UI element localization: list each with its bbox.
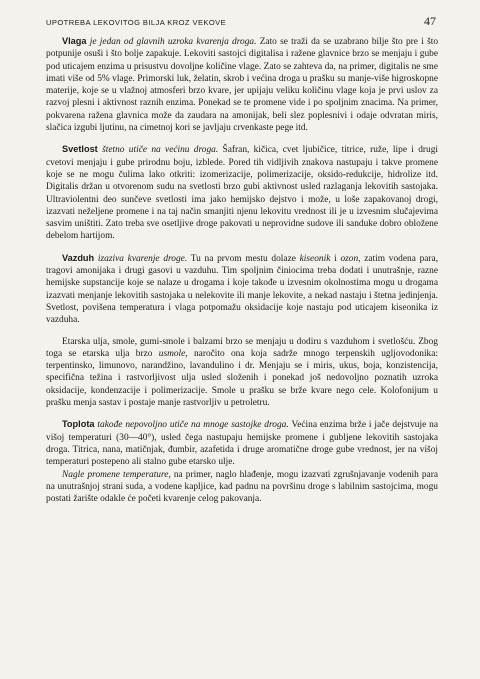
paragraph-etarska-ulja — [46, 336, 438, 410]
running-head — [46, 14, 438, 29]
paragraph-svetlost — [46, 143, 438, 242]
term-ozon: ozon, — [340, 253, 361, 264]
paragraph-text: zatim vodena para, tragovi amonijaka i drugi gasovi u vazduhu. Tim spoljnim činiocima treba dodati i unutrašnje, razne hemijske supstancije koje se nalaze u drogama i koje takođe u izvesnim okolnostima mogu u drogama izazvati menjanje lekovitih sastojaka u nelekovite ili manje lekovite, a nekad nastaju i štetna jedinjenja. Svetlost, povišena temperatura i vlaga potpomažu oksidacije koje nastaju pod uticajem kiseonika iz vazduha. — [46, 253, 439, 326]
section-subtitle-vlaga: je jedan od glavnih uzroka kvarenja droga. — [89, 37, 257, 47]
section-lead-vazduh: Vazduh — [62, 252, 95, 263]
paragraph-toplota — [46, 418, 438, 468]
paragraph-nagle-promene — [46, 469, 438, 506]
term-kiseonik: kiseonik — [299, 253, 331, 264]
paragraph-vlaga — [46, 35, 438, 134]
section-subtitle-nagle-promene: Nagle promene temperature, — [62, 469, 171, 480]
paragraph-text: i — [334, 253, 337, 264]
paragraph-text: Tu na prvom mestu dolaze — [190, 253, 296, 264]
paragraph-text: Šafran, kičica, cvet ljubičice, titrice, ruže, lipe i drugi cvetovi menjaju i gube prirodnu boju, izblede. Pored tih vidljivih znakova nastupaju i takve promene koje se ne mogu čulima lako otkriti: izomerizacije, polimerizacije, oksido-redukcije, hidrolize itd. Digitalis držan u otvorenom sudu na svetlosti brzo gubi aktivnost usled razlaganja lekovitih sastojaka. Ultraviolentni deo sunčeve svetlosti ima jako hemijsko dejstvo i može, u loše zapakovanoj drogi, izazvati neželjene promene i na taj način smanjiti njenu lekovitu vrednost ili je u izvesnim slučajevima sasvim uništiti. Zato treba sve osetljive droge pakovati u neprovidne sudove ili sanduke dobro obložene debelom hartijom. — [46, 145, 439, 242]
paragraph-text: naročito ona koja sadrže mnogo terpenskih ugljovodonika: terpentinsko, limunovo, narandžino, lavandulino i dr. Menjaju se i miris, ukus, boja, konzistencija, specifična težina i rastvorljivost ulja usled složenih i ponekad još nedovoljno poznatih uzroka oksidacije, kondenzacije i polimerizacije. Smole u prašku se brže kvare nego cele. Kolofonijum u prašku menja sastav i postaje manje rastvorljiv u petroletru. — [46, 348, 438, 409]
section-subtitle-vazduh: izaziva kvarenje droge. — [97, 253, 188, 264]
paragraph-text: Etarska ulja, smole, gumi-smole i balzami brzo se menjaju u dodiru s vazduhom i svetlošću. Zbog toga se etarska ulja brzo — [46, 336, 438, 359]
paragraph-vazduh — [46, 252, 438, 327]
page-number: 47 — [424, 14, 436, 28]
term-usmole: usmole, — [158, 348, 188, 359]
section-subtitle-toplota: takođe nepovoljno utiče na mnoge sastojke droga. — [97, 420, 289, 431]
running-title: UPOTREBA LEKOVITOG BILJA KROZ VEKOVE — [46, 18, 227, 27]
paragraph-text: Zato se traži da se uzabrano bilje što pre i što potpunije osuši i što bolje zapakuje. Lekoviti sastojci digitalisa i ražene glavnice brzo se menjaju i gube pod uticajem enzima u prisustvu dovoljne količine vlage. Zato se zahteva da, na primer, digitalis ne sme imati više od 5% vlage. Primorski luk, želatin, skrob i većina droga u prašku su manje-više higroskopne materije, koje se u vlažnoj atmosferi brzo kvare, jer upijaju veliku količinu vlage koja je prvi uslov za razvoj plesni i aktivnost raznih enzima. Ponekad se te promene vide i po spoljnim znacima. Na primer, pokvarena ražena glavnica može da zaudara na amonijak, beli slez poplesnivi i odaje odvratan miris, slačica izgubi ljutinu, na cimetnoj kori se javljaju crvenkaste pege itd. — [46, 37, 439, 134]
section-lead-svetlost: Svetlost — [62, 144, 98, 155]
paragraph-text: na primer, naglo hlađenje, mogu izazvati zgrušnjavanje vodenih para na unutrašnjoj strani suda, a vodene kapljice, kad padnu na površinu droge s labilnim sastojcima, mogu postati žarište odakle će početi kvarenje celog pakovanja. — [46, 469, 438, 505]
paragraph-text: Većina enzima brže i jače dejstvuje na višoj temperaturi (30—40°), usled čega nastupaju hemijske promene i gubljene lekovitih sastojaka droga. Titrica, nana, matičnjak, đumbir, azafetida i druge aromatične droge gube vrednost, jer na višoj temperaturi postepeno ali stalno gube etarsko ulje. — [46, 420, 439, 468]
section-subtitle-svetlost: štetno utiče na većinu droga. — [102, 145, 219, 156]
section-lead-vlaga: Vlaga — [62, 36, 87, 46]
section-lead-toplota: Toplota — [62, 419, 95, 430]
